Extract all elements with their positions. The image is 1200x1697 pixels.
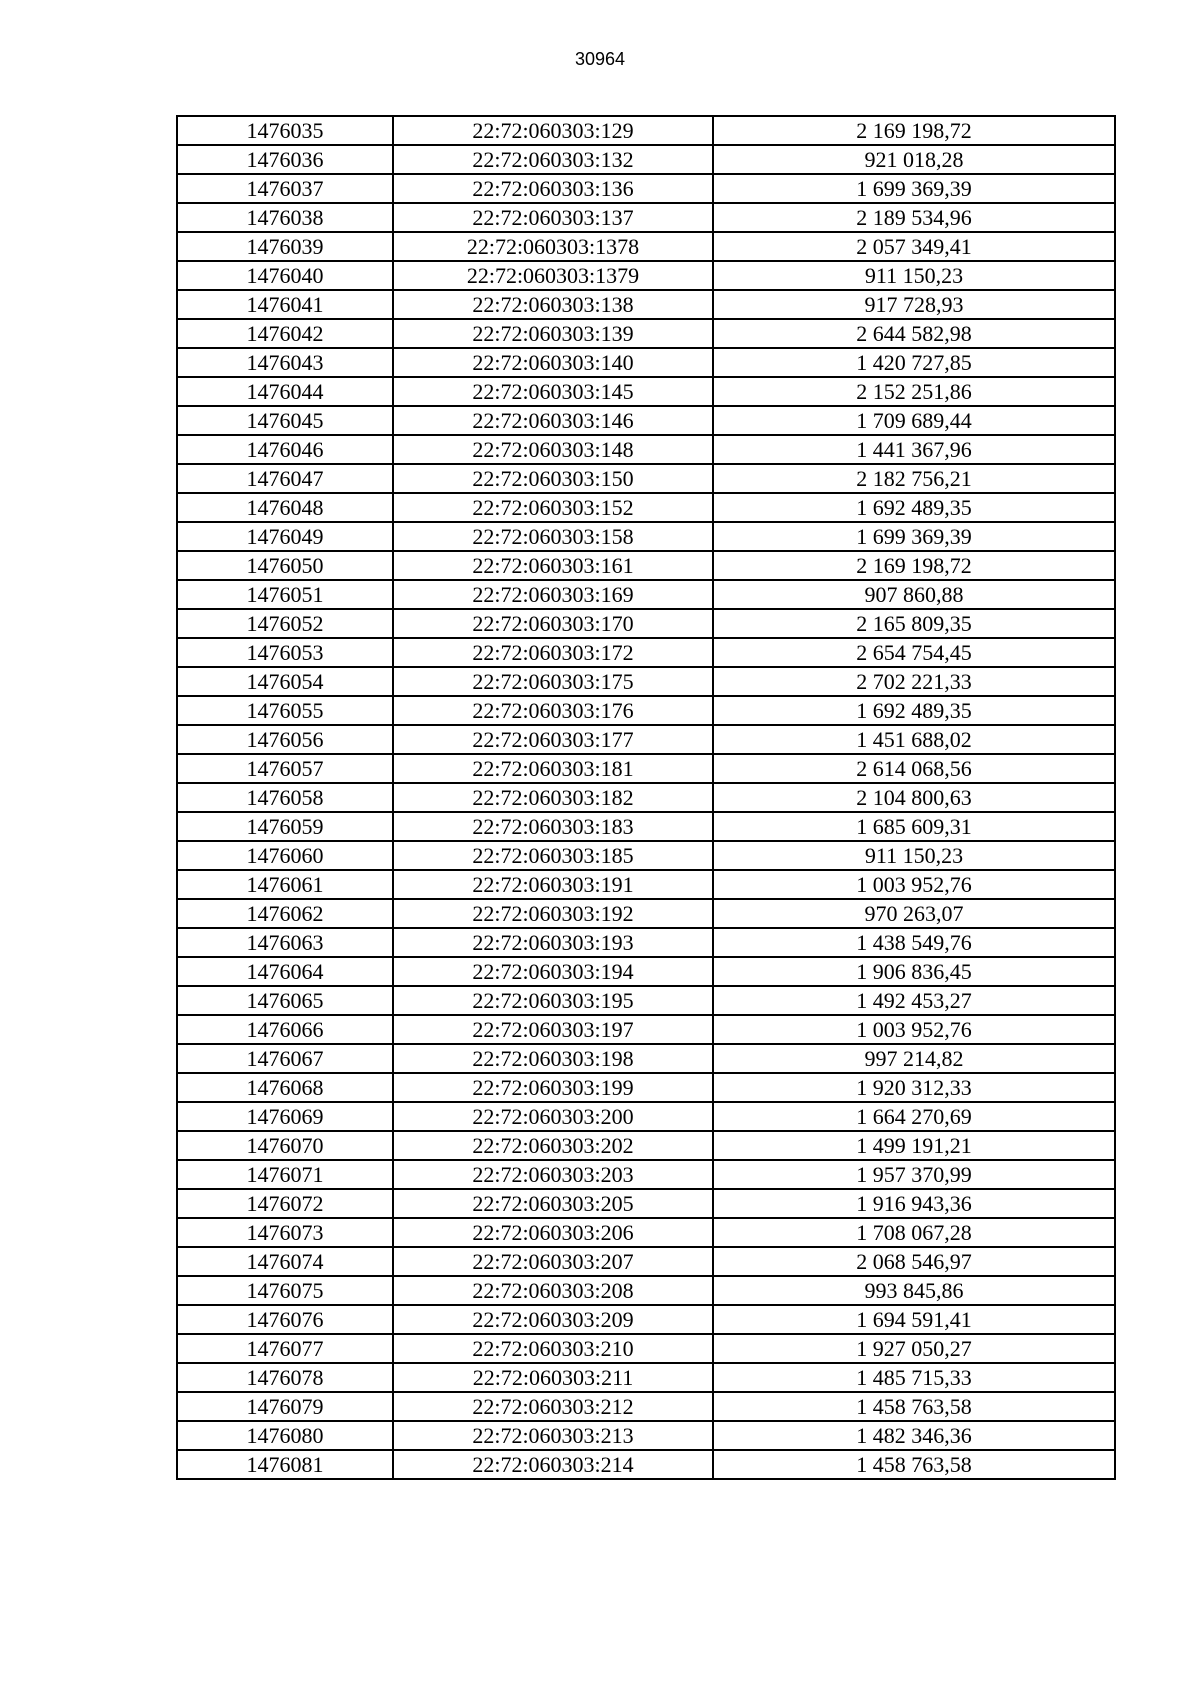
cadastral-value-cell: 2 182 756,21	[713, 464, 1115, 493]
row-number-cell: 1476049	[177, 522, 393, 551]
table-row	[177, 754, 1115, 783]
table-row	[177, 638, 1115, 667]
table-row	[177, 1131, 1115, 1160]
table-row	[177, 609, 1115, 638]
row-number-cell: 1476076	[177, 1305, 393, 1334]
cadastral-number-cell: 22:72:060303:145	[393, 377, 713, 406]
cadastral-value-cell: 1 492 453,27	[713, 986, 1115, 1015]
table-row	[177, 1044, 1115, 1073]
row-number-cell: 1476037	[177, 174, 393, 203]
cadastral-number-cell: 22:72:060303:1378	[393, 232, 713, 261]
table-row	[177, 145, 1115, 174]
table-row	[177, 435, 1115, 464]
row-number-cell: 1476035	[177, 116, 393, 145]
cadastral-value-cell: 997 214,82	[713, 1044, 1115, 1073]
cadastral-number-cell: 22:72:060303:129	[393, 116, 713, 145]
cadastral-value-cell: 1 420 727,85	[713, 348, 1115, 377]
cadastral-value-cell: 1 451 688,02	[713, 725, 1115, 754]
cadastral-number-cell: 22:72:060303:209	[393, 1305, 713, 1334]
cadastral-value-cell: 1 441 367,96	[713, 435, 1115, 464]
row-number-cell: 1476036	[177, 145, 393, 174]
row-number-cell: 1476048	[177, 493, 393, 522]
cadastral-number-cell: 22:72:060303:195	[393, 986, 713, 1015]
cadastral-value-cell: 1 920 312,33	[713, 1073, 1115, 1102]
row-number-cell: 1476072	[177, 1189, 393, 1218]
cadastral-number-cell: 22:72:060303:206	[393, 1218, 713, 1247]
table-row	[177, 870, 1115, 899]
row-number-cell: 1476071	[177, 1160, 393, 1189]
cadastral-value-cell: 1 692 489,35	[713, 696, 1115, 725]
cadastral-number-cell: 22:72:060303:193	[393, 928, 713, 957]
cadastral-number-cell: 22:72:060303:200	[393, 1102, 713, 1131]
table-row	[177, 1160, 1115, 1189]
cadastral-value-cell: 917 728,93	[713, 290, 1115, 319]
row-number-cell: 1476041	[177, 290, 393, 319]
table-row	[177, 174, 1115, 203]
row-number-cell: 1476047	[177, 464, 393, 493]
cadastral-number-cell: 22:72:060303:172	[393, 638, 713, 667]
row-number-cell: 1476039	[177, 232, 393, 261]
row-number-cell: 1476060	[177, 841, 393, 870]
row-number-cell: 1476069	[177, 1102, 393, 1131]
cadastral-value-cell: 907 860,88	[713, 580, 1115, 609]
table-row	[177, 290, 1115, 319]
cadastral-value-cell: 1 485 715,33	[713, 1363, 1115, 1392]
cadastral-value-cell: 1 708 067,28	[713, 1218, 1115, 1247]
cadastral-number-cell: 22:72:060303:207	[393, 1247, 713, 1276]
cadastral-value-cell: 1 709 689,44	[713, 406, 1115, 435]
row-number-cell: 1476080	[177, 1421, 393, 1450]
table-row	[177, 580, 1115, 609]
table-row	[177, 493, 1115, 522]
cadastral-number-cell: 22:72:060303:185	[393, 841, 713, 870]
table-row	[177, 203, 1115, 232]
row-number-cell: 1476062	[177, 899, 393, 928]
cadastral-number-cell: 22:72:060303:182	[393, 783, 713, 812]
row-number-cell: 1476070	[177, 1131, 393, 1160]
cadastral-number-cell: 22:72:060303:212	[393, 1392, 713, 1421]
table-row	[177, 348, 1115, 377]
row-number-cell: 1476081	[177, 1450, 393, 1479]
table-row	[177, 1015, 1115, 1044]
cadastral-number-cell: 22:72:060303:150	[393, 464, 713, 493]
cadastral-number-cell: 22:72:060303:194	[393, 957, 713, 986]
table-row	[177, 551, 1115, 580]
cadastral-value-cell: 2 104 800,63	[713, 783, 1115, 812]
table-row	[177, 1450, 1115, 1479]
cadastral-number-cell: 22:72:060303:158	[393, 522, 713, 551]
row-number-cell: 1476063	[177, 928, 393, 957]
cadastral-value-cell: 1 482 346,36	[713, 1421, 1115, 1450]
cadastral-value-cell: 1 499 191,21	[713, 1131, 1115, 1160]
cadastral-value-table	[176, 115, 1116, 1480]
row-number-cell: 1476050	[177, 551, 393, 580]
cadastral-value-cell: 1 927 050,27	[713, 1334, 1115, 1363]
cadastral-number-cell: 22:72:060303:198	[393, 1044, 713, 1073]
cadastral-number-cell: 22:72:060303:210	[393, 1334, 713, 1363]
cadastral-value-cell: 911 150,23	[713, 841, 1115, 870]
cadastral-value-cell: 921 018,28	[713, 145, 1115, 174]
table-row	[177, 1421, 1115, 1450]
row-number-cell: 1476057	[177, 754, 393, 783]
table-row	[177, 1247, 1115, 1276]
cadastral-number-cell: 22:72:060303:1379	[393, 261, 713, 290]
cadastral-value-cell: 1 003 952,76	[713, 870, 1115, 899]
cadastral-value-cell: 1 685 609,31	[713, 812, 1115, 841]
cadastral-value-cell: 1 694 591,41	[713, 1305, 1115, 1334]
table-row	[177, 1305, 1115, 1334]
cadastral-value-cell: 2 702 221,33	[713, 667, 1115, 696]
row-number-cell: 1476064	[177, 957, 393, 986]
table-row	[177, 957, 1115, 986]
table-row	[177, 406, 1115, 435]
cadastral-value-cell: 970 263,07	[713, 899, 1115, 928]
cadastral-number-cell: 22:72:060303:208	[393, 1276, 713, 1305]
cadastral-value-cell: 2 614 068,56	[713, 754, 1115, 783]
row-number-cell: 1476077	[177, 1334, 393, 1363]
row-number-cell: 1476040	[177, 261, 393, 290]
cadastral-number-cell: 22:72:060303:214	[393, 1450, 713, 1479]
row-number-cell: 1476051	[177, 580, 393, 609]
cadastral-value-cell: 2 654 754,45	[713, 638, 1115, 667]
table-row	[177, 1334, 1115, 1363]
table-row	[177, 986, 1115, 1015]
table-row	[177, 1276, 1115, 1305]
table-row	[177, 232, 1115, 261]
cadastral-value-cell: 2 169 198,72	[713, 116, 1115, 145]
cadastral-number-cell: 22:72:060303:199	[393, 1073, 713, 1102]
row-number-cell: 1476046	[177, 435, 393, 464]
table-row	[177, 522, 1115, 551]
cadastral-number-cell: 22:72:060303:137	[393, 203, 713, 232]
table-row	[177, 1073, 1115, 1102]
cadastral-number-cell: 22:72:060303:140	[393, 348, 713, 377]
cadastral-value-cell: 2 165 809,35	[713, 609, 1115, 638]
cadastral-number-cell: 22:72:060303:170	[393, 609, 713, 638]
cadastral-value-cell: 1 916 943,36	[713, 1189, 1115, 1218]
cadastral-value-cell: 1 692 489,35	[713, 493, 1115, 522]
row-number-cell: 1476053	[177, 638, 393, 667]
row-number-cell: 1476058	[177, 783, 393, 812]
table-row	[177, 1189, 1115, 1218]
cadastral-value-cell: 2 189 534,96	[713, 203, 1115, 232]
cadastral-number-cell: 22:72:060303:161	[393, 551, 713, 580]
table-row	[177, 667, 1115, 696]
table-row	[177, 725, 1115, 754]
row-number-cell: 1476061	[177, 870, 393, 899]
table-row	[177, 812, 1115, 841]
row-number-cell: 1476078	[177, 1363, 393, 1392]
cadastral-number-cell: 22:72:060303:183	[393, 812, 713, 841]
cadastral-number-cell: 22:72:060303:192	[393, 899, 713, 928]
cadastral-value-cell: 2 169 198,72	[713, 551, 1115, 580]
cadastral-value-cell: 2 152 251,86	[713, 377, 1115, 406]
cadastral-value-cell: 911 150,23	[713, 261, 1115, 290]
cadastral-value-cell: 1 458 763,58	[713, 1392, 1115, 1421]
row-number-cell: 1476074	[177, 1247, 393, 1276]
cadastral-number-cell: 22:72:060303:203	[393, 1160, 713, 1189]
table-row	[177, 899, 1115, 928]
row-number-cell: 1476044	[177, 377, 393, 406]
row-number-cell: 1476066	[177, 1015, 393, 1044]
row-number-cell: 1476079	[177, 1392, 393, 1421]
table-row	[177, 319, 1115, 348]
cadastral-number-cell: 22:72:060303:169	[393, 580, 713, 609]
cadastral-value-cell: 1 906 836,45	[713, 957, 1115, 986]
table-row	[177, 841, 1115, 870]
cadastral-number-cell: 22:72:060303:139	[393, 319, 713, 348]
cadastral-number-cell: 22:72:060303:136	[393, 174, 713, 203]
row-number-cell: 1476065	[177, 986, 393, 1015]
cadastral-value-cell: 1 458 763,58	[713, 1450, 1115, 1479]
cadastral-number-cell: 22:72:060303:177	[393, 725, 713, 754]
cadastral-number-cell: 22:72:060303:211	[393, 1363, 713, 1392]
table-row	[177, 1392, 1115, 1421]
cadastral-number-cell: 22:72:060303:205	[393, 1189, 713, 1218]
table-row	[177, 928, 1115, 957]
table-row	[177, 377, 1115, 406]
row-number-cell: 1476038	[177, 203, 393, 232]
table-row	[177, 1102, 1115, 1131]
cadastral-value-cell: 2 068 546,97	[713, 1247, 1115, 1276]
row-number-cell: 1476055	[177, 696, 393, 725]
row-number-cell: 1476054	[177, 667, 393, 696]
cadastral-value-cell: 1 957 370,99	[713, 1160, 1115, 1189]
cadastral-value-cell: 993 845,86	[713, 1276, 1115, 1305]
cadastral-value-cell: 1 699 369,39	[713, 174, 1115, 203]
table-row	[177, 696, 1115, 725]
row-number-cell: 1476043	[177, 348, 393, 377]
cadastral-number-cell: 22:72:060303:191	[393, 870, 713, 899]
cadastral-value-cell: 1 438 549,76	[713, 928, 1115, 957]
cadastral-number-cell: 22:72:060303:176	[393, 696, 713, 725]
row-number-cell: 1476056	[177, 725, 393, 754]
table-row	[177, 783, 1115, 812]
table-row	[177, 261, 1115, 290]
table-row	[177, 116, 1115, 145]
cadastral-number-cell: 22:72:060303:148	[393, 435, 713, 464]
row-number-cell: 1476042	[177, 319, 393, 348]
page-number: 30964	[574, 49, 626, 69]
table-body	[177, 116, 1115, 1479]
cadastral-value-cell: 1 699 369,39	[713, 522, 1115, 551]
cadastral-value-cell: 1 003 952,76	[713, 1015, 1115, 1044]
cadastral-number-cell: 22:72:060303:213	[393, 1421, 713, 1450]
cadastral-number-cell: 22:72:060303:181	[393, 754, 713, 783]
row-number-cell: 1476052	[177, 609, 393, 638]
row-number-cell: 1476045	[177, 406, 393, 435]
row-number-cell: 1476073	[177, 1218, 393, 1247]
cadastral-number-cell: 22:72:060303:138	[393, 290, 713, 319]
cadastral-value-cell: 1 664 270,69	[713, 1102, 1115, 1131]
cadastral-number-cell: 22:72:060303:175	[393, 667, 713, 696]
cadastral-number-cell: 22:72:060303:132	[393, 145, 713, 174]
table-row	[177, 1363, 1115, 1392]
row-number-cell: 1476067	[177, 1044, 393, 1073]
row-number-cell: 1476059	[177, 812, 393, 841]
table-row	[177, 464, 1115, 493]
cadastral-number-cell: 22:72:060303:152	[393, 493, 713, 522]
cadastral-value-cell: 2 057 349,41	[713, 232, 1115, 261]
cadastral-value-cell: 2 644 582,98	[713, 319, 1115, 348]
cadastral-number-cell: 22:72:060303:202	[393, 1131, 713, 1160]
row-number-cell: 1476068	[177, 1073, 393, 1102]
cadastral-number-cell: 22:72:060303:197	[393, 1015, 713, 1044]
row-number-cell: 1476075	[177, 1276, 393, 1305]
cadastral-number-cell: 22:72:060303:146	[393, 406, 713, 435]
table-row	[177, 1218, 1115, 1247]
